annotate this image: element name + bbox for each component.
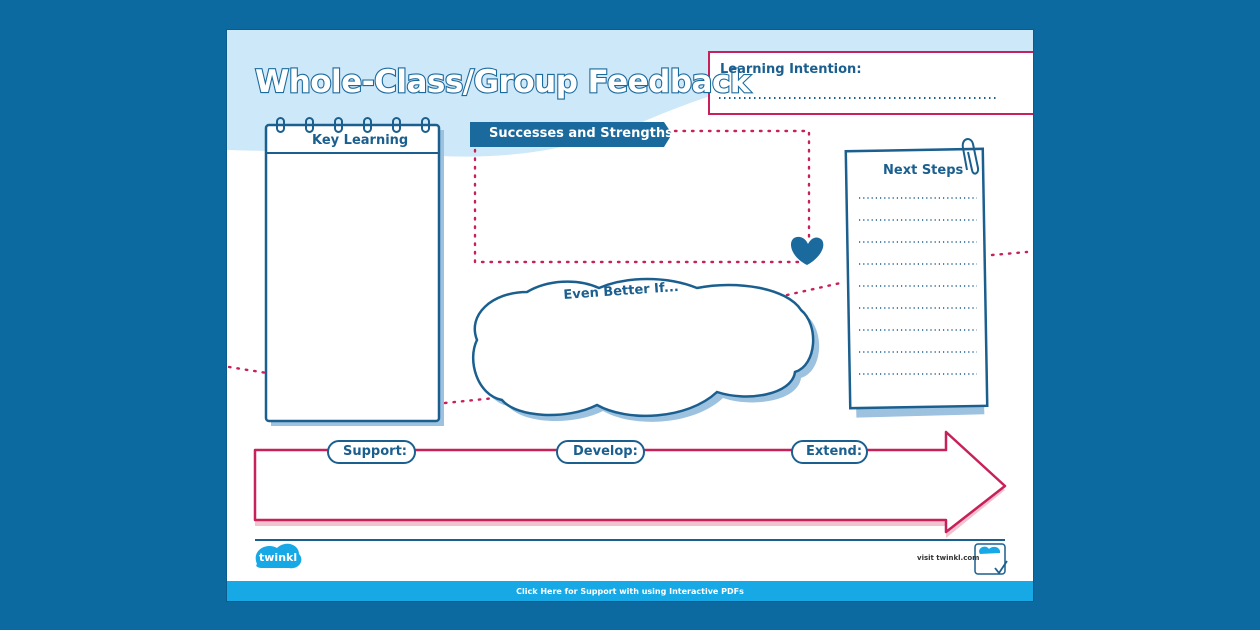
dotted-connector-left xyxy=(229,367,267,373)
page-title: Whole-Class/Group Feedback xyxy=(255,64,750,100)
successes-dotted-right xyxy=(675,131,809,242)
dotted-connector-right xyxy=(787,282,845,295)
key-learning-label: Key Learning xyxy=(312,133,409,148)
visit-twinkl-link[interactable]: visit twinkl.com xyxy=(917,554,980,562)
successes-dotted-left xyxy=(475,150,799,262)
dotted-connector-mid xyxy=(445,398,495,403)
support-link[interactable]: Click Here for Support with using Interactive PDFs xyxy=(516,586,744,596)
support-bar[interactable] xyxy=(227,581,1033,601)
support-label: Support: xyxy=(343,444,407,459)
heart-icon xyxy=(791,237,823,265)
learning-intention-label: Learning Intention: xyxy=(720,62,862,77)
next-steps-label: Next Steps xyxy=(883,163,964,178)
develop-label: Develop: xyxy=(573,444,638,459)
successes-label: Successes and Strengths xyxy=(489,126,673,141)
worksheet xyxy=(227,30,1033,601)
worksheet-artwork xyxy=(227,30,1033,601)
dotted-connector-edge xyxy=(992,252,1027,255)
twinkl-logo[interactable]: twinkl xyxy=(259,551,298,564)
even-better-cloud xyxy=(473,279,813,416)
even-better-label: Even Better If... xyxy=(563,279,680,303)
key-learning-pad xyxy=(266,125,439,421)
extend-label: Extend: xyxy=(806,444,863,459)
next-steps-paper xyxy=(846,149,987,408)
